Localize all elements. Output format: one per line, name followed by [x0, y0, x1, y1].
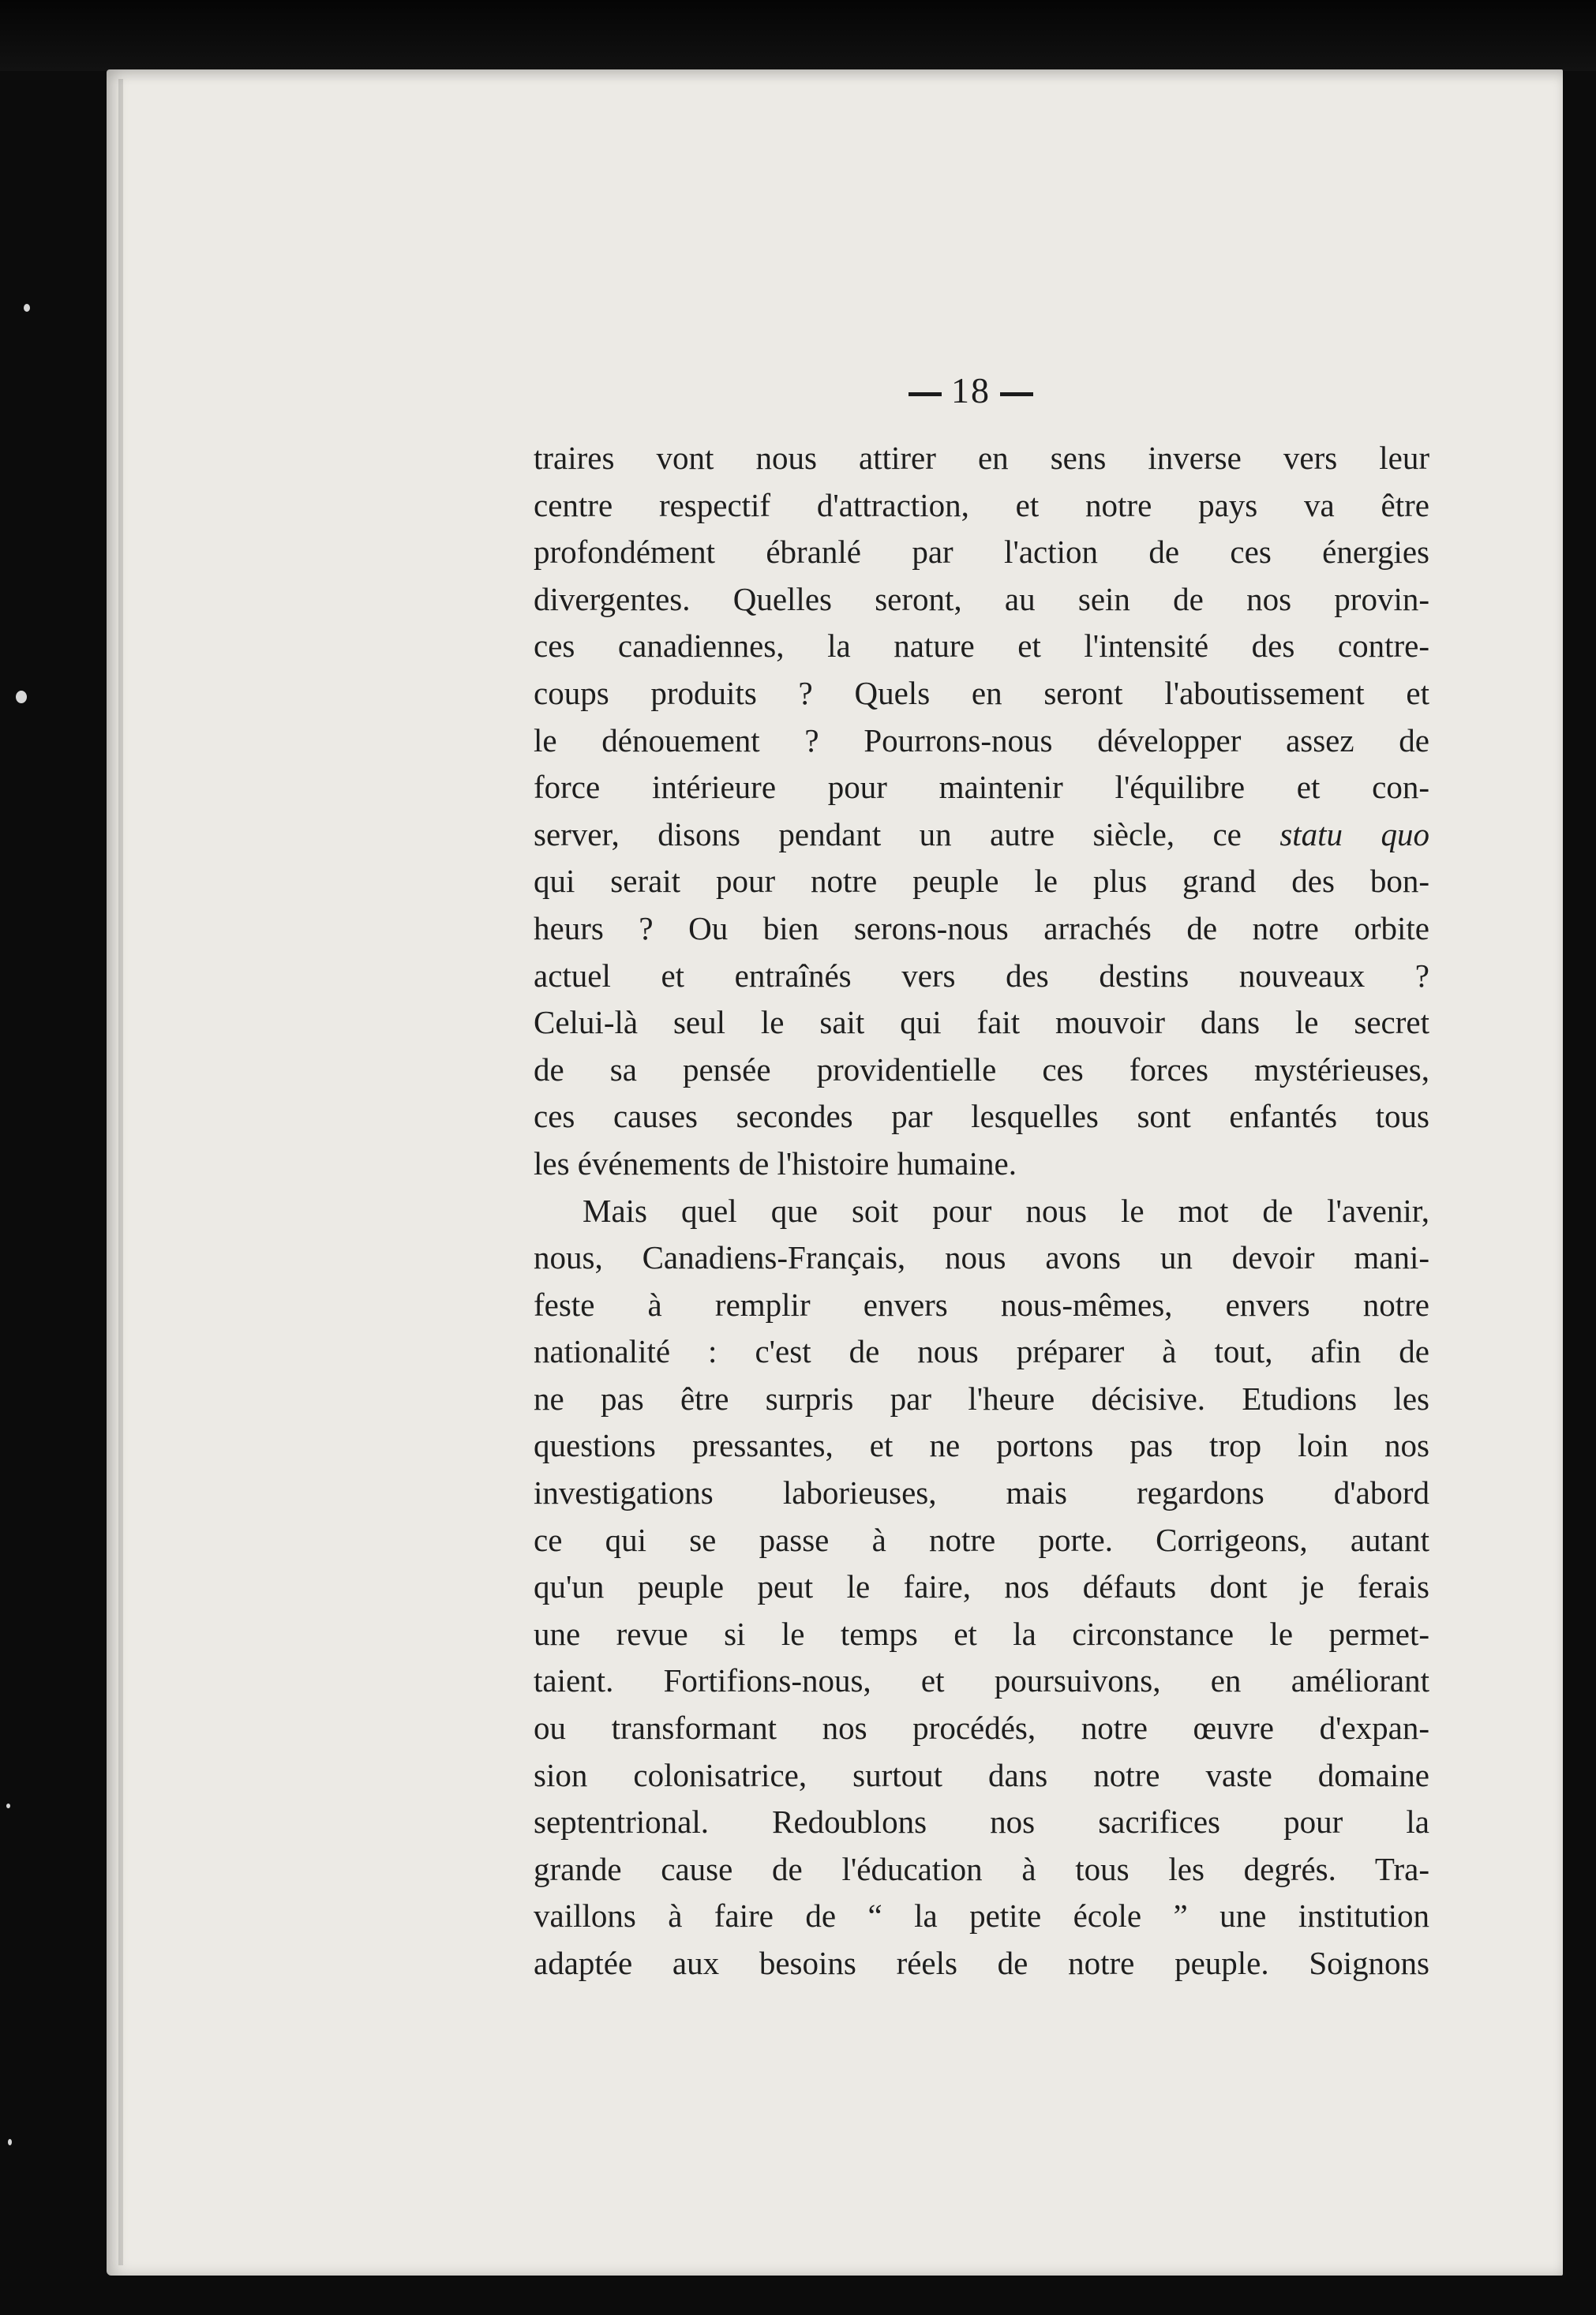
text-line: force intérieure pour maintenir l'équilibre et con- [534, 769, 1429, 806]
text-line: sion colonisatrice, surtout dans notre vaste domaine [534, 1756, 1429, 1793]
page-number [789, 369, 1152, 411]
page-number-value: 18 [951, 370, 991, 410]
text-line: actuel et entraînés vers des destins nouveaux ? [534, 957, 1429, 994]
text-line: Celui-là seul le sait qui fait mouvoir dans le secret [534, 1004, 1429, 1041]
text-line: centre respectif d'attraction, et notre pays va être [534, 486, 1429, 523]
text-line: heurs ? Ou bien serons-nous arrachés de notre orbite [534, 909, 1429, 946]
text-line: profondément ébranlé par l'action de ces énergies [534, 534, 1429, 571]
paragraph-1 [534, 435, 1429, 1188]
text-line: ne pas être surpris par l'heure décisive. Etudions les [534, 1380, 1429, 1417]
dash-right [1000, 392, 1033, 396]
text-line: coups produits ? Quels en seront l'aboutissement et [534, 674, 1429, 711]
text-line-start: server, disons pendant un autre siècle, ce [534, 815, 1280, 852]
text-line: qu'un peuple peut le faire, nos défauts dont je ferais [534, 1568, 1429, 1605]
text-line: investigations laborieuses, mais regardons d'abord [534, 1474, 1429, 1511]
text-line: traires vont nous attirer en sens inverse vers leur [534, 440, 1429, 476]
body-text [534, 435, 1429, 1987]
dust-speck [6, 1804, 10, 1808]
text-line-with-italic [534, 811, 1429, 859]
text-line: septentrional. Redoublons nos sacrifices pour la [534, 1804, 1429, 1841]
italic-phrase: statu quo [1279, 815, 1429, 852]
text-line: de sa pensée providentielle ces forces mystérieuses, [534, 1051, 1429, 1088]
text-line: Mais quel que soit pour nous le mot de l'avenir, [583, 1192, 1429, 1229]
text-line: qui serait pour notre peuple le plus grand des bon- [534, 863, 1429, 900]
text-line: le dénouement ? Pourrons-nous développer assez de [534, 721, 1429, 759]
text-line: taient. Fortifions-nous, et poursuivons, en améliorant [534, 1662, 1429, 1699]
text-line: questions pressantes, et ne portons pas trop loin nos [534, 1427, 1429, 1464]
dust-speck [24, 304, 30, 312]
scan-background [0, 0, 1596, 71]
dust-speck [16, 691, 27, 703]
text-line: adaptée aux besoins réels de notre peuple. Soignons [534, 1945, 1429, 1981]
text-line: grande cause de l'éducation à tous les degrés. Tra- [534, 1850, 1429, 1887]
paragraph-2 [534, 1188, 1429, 1987]
dash-left [909, 392, 942, 396]
text-line: divergentes. Quelles seront, au sein de nos provin- [534, 580, 1429, 617]
text-line: ce qui se passe à notre porte. Corrigeons, autant [534, 1521, 1429, 1558]
text-line: nationalité : c'est de nous préparer à tout, afin de [534, 1333, 1429, 1370]
dust-speck [8, 2139, 12, 2145]
text-line: ou transformant nos procédés, notre œuvre d'expan- [534, 1710, 1429, 1747]
text-line: ces causes secondes par lesquelles sont enfantés tous [534, 1098, 1429, 1135]
text-line: vaillons à faire de “ la petite école ” une institution [534, 1897, 1429, 1935]
text-line: les événements de l'histoire humaine. [534, 1144, 1017, 1182]
text-line: ces canadiennes, la nature et l'intensité des contre- [534, 627, 1429, 665]
text-line: feste à remplir envers nous-mêmes, envers notre [534, 1286, 1429, 1323]
text-line: une revue si le temps et la circonstance le permet- [534, 1615, 1429, 1652]
text-line: nous, Canadiens-Français, nous avons un devoir mani- [534, 1239, 1429, 1276]
page-shadow [118, 79, 123, 2265]
